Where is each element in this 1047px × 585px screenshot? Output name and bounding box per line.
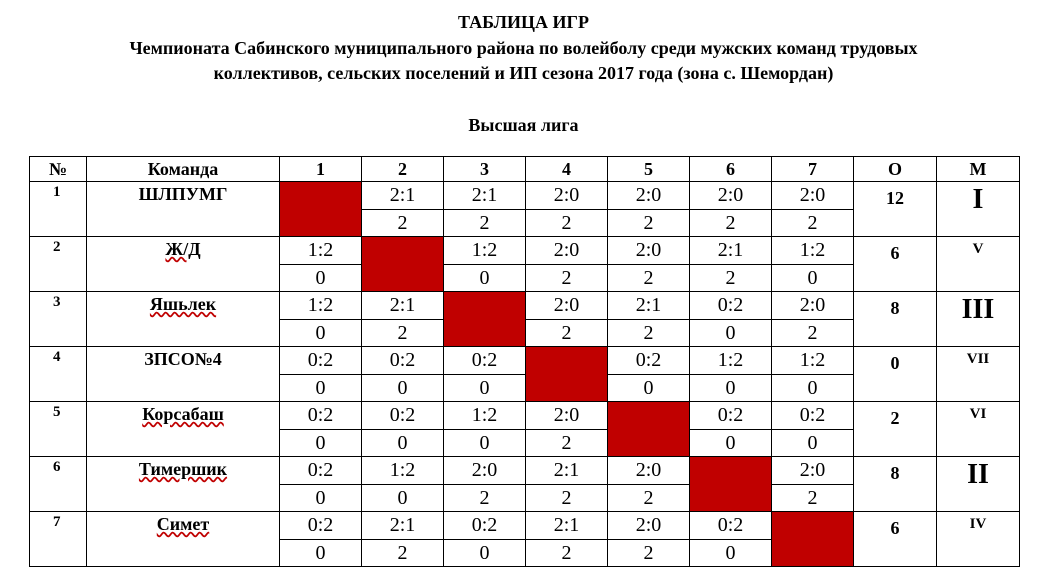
header-col: 2 [362, 157, 444, 182]
team-name-cell [87, 182, 280, 237]
self-match-cell [362, 237, 444, 292]
match-score: 2:0 [526, 237, 608, 265]
match-points: 0 [444, 375, 526, 402]
team-name-cell [87, 512, 280, 567]
header-points: О [854, 157, 937, 182]
self-match-cell [608, 402, 690, 457]
header-col: 7 [772, 157, 854, 182]
team-number: 5 [30, 402, 87, 457]
match-score: 1:2 [444, 402, 526, 430]
match-score: 0:2 [690, 512, 772, 540]
header-num: № [30, 157, 87, 182]
team-number: 2 [30, 237, 87, 292]
match-points: 2 [526, 485, 608, 512]
match-score: 0:2 [690, 402, 772, 430]
total-points: 2 [854, 402, 937, 457]
self-match-cell [772, 512, 854, 567]
place: IV [937, 512, 1020, 567]
match-score: 2:0 [772, 292, 854, 320]
header-col: 5 [608, 157, 690, 182]
match-score: 2:0 [526, 182, 608, 210]
total-points: 0 [854, 347, 937, 402]
team-name: Симет [156, 514, 210, 534]
self-match-cell [444, 292, 526, 347]
match-points: 0 [362, 485, 444, 512]
header-team: Команда [87, 157, 280, 182]
match-points: 0 [444, 540, 526, 567]
header-col: 3 [444, 157, 526, 182]
match-score: 0:2 [362, 347, 444, 375]
match-points: 2 [526, 430, 608, 457]
match-score: 2:1 [608, 292, 690, 320]
match-points: 0 [690, 540, 772, 567]
match-points: 2 [608, 540, 690, 567]
match-points: 2 [444, 485, 526, 512]
match-points: 2 [526, 540, 608, 567]
match-score: 1:2 [280, 292, 362, 320]
match-points: 0 [772, 375, 854, 402]
subtitle-line-2: коллективов, сельских поселений и ИП сезона 2017 года (зона с. Шемордан) [213, 63, 834, 83]
team-name-cell [87, 292, 280, 347]
header-col: 4 [526, 157, 608, 182]
match-score: 2:1 [690, 237, 772, 265]
team-name-cell [87, 457, 280, 512]
match-score: 0:2 [362, 402, 444, 430]
team-row [30, 402, 1020, 430]
match-points: 0 [362, 375, 444, 402]
match-points: 2 [690, 210, 772, 237]
match-score: 0:2 [280, 457, 362, 485]
team-name: Ж/Д [165, 239, 201, 259]
match-score: 2:1 [362, 512, 444, 540]
match-points: 0 [280, 485, 362, 512]
match-score: 0:2 [444, 347, 526, 375]
match-score: 2:1 [526, 512, 608, 540]
match-score: 0:2 [772, 402, 854, 430]
place: V [937, 237, 1020, 292]
team-name: ШЛПУМГ [138, 184, 228, 204]
match-points: 0 [280, 375, 362, 402]
match-score: 2:0 [690, 182, 772, 210]
match-points: 0 [772, 430, 854, 457]
page-title: ТАБЛИЦА ИГР [458, 12, 589, 32]
match-score: 2:0 [608, 457, 690, 485]
header-col: 6 [690, 157, 772, 182]
match-score: 2:0 [444, 457, 526, 485]
place: I [937, 182, 1020, 237]
team-row [30, 237, 1020, 265]
team-number: 6 [30, 457, 87, 512]
team-number: 3 [30, 292, 87, 347]
team-number: 4 [30, 347, 87, 402]
match-score: 1:2 [444, 237, 526, 265]
team-name: Корсабаш [142, 404, 224, 424]
team-name: ЗПСО№4 [144, 349, 222, 369]
league-title: Высшая лига [468, 115, 579, 135]
match-points: 0 [280, 265, 362, 292]
match-score: 2:0 [608, 512, 690, 540]
total-points: 12 [854, 182, 937, 237]
match-points: 2 [526, 320, 608, 347]
team-row [30, 347, 1020, 375]
match-score: 1:2 [362, 457, 444, 485]
match-points: 2 [608, 320, 690, 347]
team-name: Яшьлек [149, 294, 217, 314]
self-match-cell [280, 182, 362, 237]
match-score: 2:1 [444, 182, 526, 210]
total-points: 8 [854, 457, 937, 512]
match-points: 0 [690, 320, 772, 347]
match-score: 2:0 [526, 402, 608, 430]
match-score: 2:0 [772, 182, 854, 210]
match-points: 2 [362, 540, 444, 567]
match-score: 0:2 [280, 512, 362, 540]
match-points: 0 [444, 265, 526, 292]
team-name: Тимершик [138, 459, 228, 479]
match-points: 0 [608, 375, 690, 402]
match-points: 0 [772, 265, 854, 292]
team-name-cell [87, 402, 280, 457]
match-points: 2 [362, 320, 444, 347]
games-table [29, 156, 1020, 567]
team-row [30, 512, 1020, 540]
match-score: 2:1 [362, 182, 444, 210]
match-score: 2:1 [526, 457, 608, 485]
match-points: 0 [280, 430, 362, 457]
match-score: 0:2 [280, 347, 362, 375]
team-name-cell [87, 237, 280, 292]
match-score: 2:1 [362, 292, 444, 320]
place: VI [937, 402, 1020, 457]
match-points: 2 [362, 210, 444, 237]
match-points: 0 [690, 375, 772, 402]
match-score: 0:2 [608, 347, 690, 375]
match-score: 0:2 [690, 292, 772, 320]
match-points: 2 [526, 210, 608, 237]
match-score: 2:0 [608, 237, 690, 265]
match-points: 2 [608, 210, 690, 237]
match-points: 2 [608, 265, 690, 292]
match-points: 0 [444, 430, 526, 457]
self-match-cell [690, 457, 772, 512]
header-place: М [937, 157, 1020, 182]
match-score: 1:2 [280, 237, 362, 265]
match-score: 2:0 [608, 182, 690, 210]
match-score: 2:0 [526, 292, 608, 320]
match-score: 1:2 [772, 237, 854, 265]
team-number: 1 [30, 182, 87, 237]
place: VII [937, 347, 1020, 402]
match-points: 0 [280, 320, 362, 347]
team-name-cell [87, 347, 280, 402]
place: II [937, 457, 1020, 512]
subtitle-line-1: Чемпионата Сабинского муниципального района по волейболу среди мужских команд трудовых [129, 38, 918, 58]
total-points: 6 [854, 512, 937, 567]
team-row [30, 292, 1020, 320]
match-points: 0 [280, 540, 362, 567]
team-row [30, 182, 1020, 210]
match-points: 0 [690, 430, 772, 457]
match-points: 0 [362, 430, 444, 457]
match-points: 2 [690, 265, 772, 292]
self-match-cell [526, 347, 608, 402]
place: III [937, 292, 1020, 347]
total-points: 6 [854, 237, 937, 292]
total-points: 8 [854, 292, 937, 347]
match-points: 2 [772, 485, 854, 512]
match-points: 2 [772, 320, 854, 347]
header-row [30, 157, 1020, 182]
team-number: 7 [30, 512, 87, 567]
match-score: 1:2 [690, 347, 772, 375]
match-points: 2 [772, 210, 854, 237]
match-score: 0:2 [444, 512, 526, 540]
subtitle [0, 36, 1047, 86]
match-score: 1:2 [772, 347, 854, 375]
header-col: 1 [280, 157, 362, 182]
match-score: 2:0 [772, 457, 854, 485]
match-points: 2 [444, 210, 526, 237]
match-points: 2 [608, 485, 690, 512]
team-row [30, 457, 1020, 485]
match-score: 0:2 [280, 402, 362, 430]
match-points: 2 [526, 265, 608, 292]
